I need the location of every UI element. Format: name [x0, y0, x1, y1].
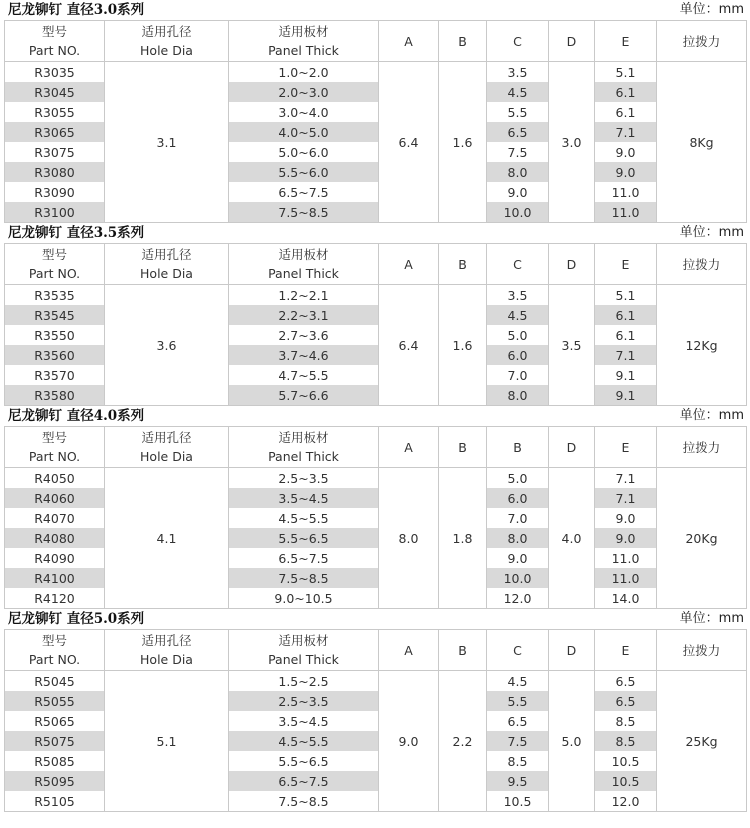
header-b: B [439, 427, 487, 468]
c-value-cell: 10.5 [487, 791, 549, 812]
e-value-cell: 6.5 [595, 671, 657, 692]
header-panel-thick [229, 244, 379, 285]
d-value-cell: 3.5 [549, 285, 595, 406]
panel-thick-cell: 6.5~7.5 [229, 771, 379, 791]
header-a: A [379, 630, 439, 671]
panel-thick-cell: 1.2~2.1 [229, 285, 379, 306]
spec-table [4, 243, 747, 406]
header-pull-force: 拉拨力 [657, 21, 747, 62]
panel-thick-cell: 3.5~4.5 [229, 711, 379, 731]
header-panel-thick-en: Panel Thick [268, 652, 339, 667]
part-no-cell: R5065 [5, 711, 105, 731]
e-value-cell: 10.5 [595, 771, 657, 791]
header-pull-force: 拉拨力 [657, 630, 747, 671]
e-value-cell: 5.1 [595, 285, 657, 306]
series-section [0, 609, 750, 812]
header-hole-dia [105, 630, 229, 671]
section-title: 尼龙铆钉 直径4.0系列 [8, 408, 145, 424]
panel-thick-cell: 2.5~3.5 [229, 691, 379, 711]
a-value-cell: 6.4 [379, 62, 439, 223]
header-a: A [379, 427, 439, 468]
e-value-cell: 7.1 [595, 122, 657, 142]
part-no-cell: R3065 [5, 122, 105, 142]
part-no-cell: R3090 [5, 182, 105, 202]
header-part-no-cn: 型号 [41, 430, 67, 445]
c-value-cell: 6.0 [487, 345, 549, 365]
header-pull-force: 拉拨力 [657, 427, 747, 468]
c-value-cell: 5.5 [487, 102, 549, 122]
header-b: B [439, 630, 487, 671]
pull-force-cell: 20Kg [657, 468, 747, 609]
header-panel-thick [229, 630, 379, 671]
panel-thick-cell: 2.2~3.1 [229, 305, 379, 325]
header-pull-force: 拉拨力 [657, 244, 747, 285]
part-no-cell: R4050 [5, 468, 105, 489]
e-value-cell: 12.0 [595, 791, 657, 812]
part-no-cell: R3545 [5, 305, 105, 325]
b-value-cell: 2.2 [439, 671, 487, 812]
part-no-cell: R3560 [5, 345, 105, 365]
panel-thick-cell: 7.5~8.5 [229, 791, 379, 812]
c-value-cell: 5.0 [487, 468, 549, 489]
header-e: E [595, 244, 657, 285]
header-d: D [549, 630, 595, 671]
header-hole-dia [105, 244, 229, 285]
series-section [0, 0, 750, 223]
e-value-cell: 11.0 [595, 568, 657, 588]
panel-thick-cell: 5.5~6.5 [229, 528, 379, 548]
panel-thick-cell: 4.0~5.0 [229, 122, 379, 142]
c-value-cell: 7.0 [487, 365, 549, 385]
header-part-no-en: Part NO. [28, 449, 81, 464]
e-value-cell: 5.1 [595, 62, 657, 83]
part-no-cell: R4070 [5, 508, 105, 528]
unit-label: 单位：mm [679, 2, 744, 17]
panel-thick-cell: 7.5~8.5 [229, 568, 379, 588]
part-no-cell: R3100 [5, 202, 105, 223]
panel-thick-cell: 3.0~4.0 [229, 102, 379, 122]
header-d: D [549, 244, 595, 285]
e-value-cell: 6.1 [595, 82, 657, 102]
e-value-cell: 7.1 [595, 468, 657, 489]
b-value-cell: 1.8 [439, 468, 487, 609]
header-c: C [487, 21, 549, 62]
part-no-cell: R3055 [5, 102, 105, 122]
panel-thick-cell: 4.7~5.5 [229, 365, 379, 385]
spec-table [4, 629, 747, 812]
header-part-no-en: Part NO. [28, 43, 81, 58]
spec-table [4, 426, 747, 609]
e-value-cell: 8.5 [595, 711, 657, 731]
c-value-cell: 10.0 [487, 568, 549, 588]
c-value-cell: 4.5 [487, 671, 549, 692]
part-no-cell: R3535 [5, 285, 105, 306]
series-section [0, 406, 750, 609]
header-hole-dia-en: Hole Dia [140, 43, 193, 58]
header-c: C [487, 630, 549, 671]
header-d: D [549, 21, 595, 62]
part-no-cell: R3045 [5, 82, 105, 102]
header-b: B [439, 244, 487, 285]
header-a: A [379, 21, 439, 62]
b-value-cell: 1.6 [439, 285, 487, 406]
table-row [5, 285, 747, 306]
d-value-cell: 4.0 [549, 468, 595, 609]
header-hole-dia-cn: 适用孔径 [141, 633, 192, 648]
panel-thick-cell: 1.5~2.5 [229, 671, 379, 692]
header-row [5, 427, 747, 468]
section-title: 尼龙铆钉 直径3.5系列 [8, 225, 145, 241]
panel-thick-cell: 2.0~3.0 [229, 82, 379, 102]
part-no-cell: R5055 [5, 691, 105, 711]
part-no-cell: R4100 [5, 568, 105, 588]
pull-force-cell: 12Kg [657, 285, 747, 406]
panel-thick-cell: 2.5~3.5 [229, 468, 379, 489]
d-value-cell: 5.0 [549, 671, 595, 812]
header-d: D [549, 427, 595, 468]
panel-thick-cell: 1.0~2.0 [229, 62, 379, 83]
unit-label: 单位：mm [679, 408, 744, 423]
header-hole-dia-cn: 适用孔径 [141, 247, 192, 262]
e-value-cell: 6.1 [595, 305, 657, 325]
e-value-cell: 9.0 [595, 162, 657, 182]
e-value-cell: 11.0 [595, 202, 657, 223]
series-section [0, 223, 750, 406]
spec-table [4, 20, 747, 223]
panel-thick-cell: 4.5~5.5 [229, 508, 379, 528]
section-title: 尼龙铆钉 直径5.0系列 [8, 611, 145, 627]
header-panel-thick-cn: 适用板材 [278, 24, 329, 39]
header-part-no [5, 630, 105, 671]
header-a: A [379, 244, 439, 285]
e-value-cell: 6.1 [595, 325, 657, 345]
table-row [5, 671, 747, 692]
panel-thick-cell: 5.7~6.6 [229, 385, 379, 406]
e-value-cell: 11.0 [595, 548, 657, 568]
header-part-no-cn: 型号 [41, 633, 67, 648]
header-hole-dia-cn: 适用孔径 [141, 24, 192, 39]
c-value-cell: 8.0 [487, 385, 549, 406]
header-part-no [5, 21, 105, 62]
c-value-cell: 8.0 [487, 528, 549, 548]
header-panel-thick-cn: 适用板材 [278, 430, 329, 445]
hole-dia-cell: 3.1 [105, 62, 229, 223]
c-value-cell: 9.5 [487, 771, 549, 791]
header-hole-dia-en: Hole Dia [140, 266, 193, 281]
header-hole-dia [105, 427, 229, 468]
header-panel-thick-cn: 适用板材 [278, 247, 329, 262]
c-value-cell: 4.5 [487, 305, 549, 325]
e-value-cell: 6.1 [595, 102, 657, 122]
a-value-cell: 8.0 [379, 468, 439, 609]
panel-thick-cell: 6.5~7.5 [229, 182, 379, 202]
c-value-cell: 5.0 [487, 325, 549, 345]
c-value-cell: 6.5 [487, 122, 549, 142]
header-part-no-cn: 型号 [41, 247, 67, 262]
c-value-cell: 4.5 [487, 82, 549, 102]
e-value-cell: 9.0 [595, 508, 657, 528]
part-no-cell: R5085 [5, 751, 105, 771]
e-value-cell: 8.5 [595, 731, 657, 751]
panel-thick-cell: 5.0~6.0 [229, 142, 379, 162]
unit-label: 单位：mm [679, 611, 744, 626]
c-value-cell: 3.5 [487, 285, 549, 306]
a-value-cell: 6.4 [379, 285, 439, 406]
header-e: E [595, 21, 657, 62]
header-panel-thick-en: Panel Thick [268, 43, 339, 58]
e-value-cell: 9.0 [595, 142, 657, 162]
part-no-cell: R4080 [5, 528, 105, 548]
part-no-cell: R3080 [5, 162, 105, 182]
pull-force-cell: 8Kg [657, 62, 747, 223]
b-value-cell: 1.6 [439, 62, 487, 223]
panel-thick-cell: 7.5~8.5 [229, 202, 379, 223]
c-value-cell: 7.0 [487, 508, 549, 528]
c-value-cell: 6.0 [487, 488, 549, 508]
panel-thick-cell: 5.5~6.5 [229, 751, 379, 771]
part-no-cell: R3580 [5, 385, 105, 406]
e-value-cell: 7.1 [595, 345, 657, 365]
pull-force-cell: 25Kg [657, 671, 747, 812]
section-title: 尼龙铆钉 直径3.0系列 [8, 2, 145, 18]
e-value-cell: 7.1 [595, 488, 657, 508]
panel-thick-cell: 5.5~6.0 [229, 162, 379, 182]
header-part-no [5, 244, 105, 285]
c-value-cell: 3.5 [487, 62, 549, 83]
header-part-no-cn: 型号 [41, 24, 67, 39]
panel-thick-cell: 9.0~10.5 [229, 588, 379, 609]
header-row [5, 21, 747, 62]
part-no-cell: R5105 [5, 791, 105, 812]
header-panel-thick [229, 21, 379, 62]
section-header [0, 609, 750, 629]
header-part-no-en: Part NO. [28, 652, 81, 667]
a-value-cell: 9.0 [379, 671, 439, 812]
header-panel-thick-cn: 适用板材 [278, 633, 329, 648]
c-value-cell: 8.0 [487, 162, 549, 182]
panel-thick-cell: 4.5~5.5 [229, 731, 379, 751]
header-b: B [439, 21, 487, 62]
header-panel-thick-en: Panel Thick [268, 266, 339, 281]
e-value-cell: 9.0 [595, 528, 657, 548]
panel-thick-cell: 3.5~4.5 [229, 488, 379, 508]
panel-thick-cell: 6.5~7.5 [229, 548, 379, 568]
header-part-no [5, 427, 105, 468]
section-header [0, 0, 750, 20]
header-hole-dia-cn: 适用孔径 [141, 430, 192, 445]
unit-label: 单位：mm [679, 225, 744, 240]
header-e: E [595, 630, 657, 671]
part-no-cell: R4060 [5, 488, 105, 508]
e-value-cell: 14.0 [595, 588, 657, 609]
panel-thick-cell: 3.7~4.6 [229, 345, 379, 365]
section-header [0, 406, 750, 426]
c-value-cell: 7.5 [487, 731, 549, 751]
c-value-cell: 9.0 [487, 182, 549, 202]
panel-thick-cell: 2.7~3.6 [229, 325, 379, 345]
header-panel-thick [229, 427, 379, 468]
header-e: E [595, 427, 657, 468]
section-header [0, 223, 750, 243]
e-value-cell: 6.5 [595, 691, 657, 711]
table-row [5, 62, 747, 83]
header-part-no-en: Part NO. [28, 266, 81, 281]
part-no-cell: R3035 [5, 62, 105, 83]
d-value-cell: 3.0 [549, 62, 595, 223]
e-value-cell: 9.1 [595, 385, 657, 406]
part-no-cell: R4090 [5, 548, 105, 568]
e-value-cell: 9.1 [595, 365, 657, 385]
header-c: C [487, 244, 549, 285]
part-no-cell: R4120 [5, 588, 105, 609]
c-value-cell: 6.5 [487, 711, 549, 731]
part-no-cell: R5045 [5, 671, 105, 692]
header-row [5, 244, 747, 285]
c-value-cell: 8.5 [487, 751, 549, 771]
c-value-cell: 10.0 [487, 202, 549, 223]
header-row [5, 630, 747, 671]
hole-dia-cell: 4.1 [105, 468, 229, 609]
hole-dia-cell: 3.6 [105, 285, 229, 406]
part-no-cell: R5095 [5, 771, 105, 791]
header-c: B [487, 427, 549, 468]
c-value-cell: 9.0 [487, 548, 549, 568]
header-hole-dia [105, 21, 229, 62]
c-value-cell: 7.5 [487, 142, 549, 162]
part-no-cell: R3550 [5, 325, 105, 345]
e-value-cell: 11.0 [595, 182, 657, 202]
header-hole-dia-en: Hole Dia [140, 449, 193, 464]
part-no-cell: R3075 [5, 142, 105, 162]
table-row [5, 468, 747, 489]
part-no-cell: R3570 [5, 365, 105, 385]
header-panel-thick-en: Panel Thick [268, 449, 339, 464]
header-hole-dia-en: Hole Dia [140, 652, 193, 667]
c-value-cell: 5.5 [487, 691, 549, 711]
hole-dia-cell: 5.1 [105, 671, 229, 812]
e-value-cell: 10.5 [595, 751, 657, 771]
part-no-cell: R5075 [5, 731, 105, 751]
c-value-cell: 12.0 [487, 588, 549, 609]
